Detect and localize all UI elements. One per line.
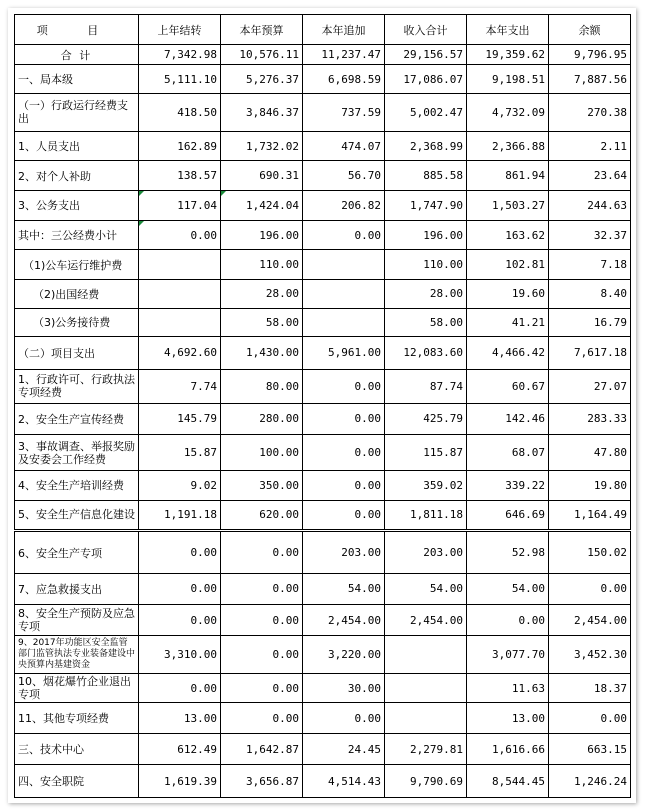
- row-label: （2)出国经费: [15, 279, 139, 308]
- row-value: 861.94: [467, 161, 549, 191]
- table-row: [15, 191, 631, 221]
- row-value: 142.46: [467, 403, 549, 435]
- row-value: 3,452.30: [549, 636, 631, 674]
- header-prev-carry: 上年结转: [139, 15, 221, 45]
- row-label: （二）项目支出: [15, 337, 139, 370]
- row-value: 7.18: [549, 250, 631, 280]
- row-value: 1,503.27: [467, 191, 549, 221]
- row-value: 612.49: [139, 734, 221, 765]
- row-value: 885.58: [385, 161, 467, 191]
- row-value: 4,732.09: [467, 94, 549, 132]
- row-value: 11,237.47: [303, 45, 385, 65]
- table-row: [15, 674, 631, 703]
- row-label: 3、公务支出: [15, 191, 139, 221]
- row-value: 0.00: [303, 435, 385, 471]
- row-value: 115.87: [385, 435, 467, 471]
- row-value: 29,156.57: [385, 45, 467, 65]
- row-value: 7,887.56: [549, 65, 631, 94]
- row-label: 7、应急救援支出: [15, 574, 139, 605]
- row-value: 7,342.98: [139, 45, 221, 65]
- row-value: 47.80: [549, 435, 631, 471]
- row-value: 9,796.95: [549, 45, 631, 65]
- row-value: 1,732.02: [221, 131, 303, 161]
- header-balance: 余额: [549, 15, 631, 45]
- row-value: 56.70: [303, 161, 385, 191]
- table-row: [15, 531, 631, 574]
- table-row: [15, 574, 631, 605]
- row-value: 0.00: [139, 531, 221, 574]
- row-value: [385, 636, 467, 674]
- row-value: 3,077.70: [467, 636, 549, 674]
- row-value: 0.00: [139, 604, 221, 636]
- row-value: 162.89: [139, 131, 221, 161]
- row-value: 0.00: [549, 702, 631, 734]
- row-value: [303, 279, 385, 308]
- budget-table: [14, 14, 631, 798]
- row-value: 270.38: [549, 94, 631, 132]
- row-value: [385, 702, 467, 734]
- row-value: 110.00: [221, 250, 303, 280]
- row-value: 19.80: [549, 470, 631, 500]
- row-value: 27.07: [549, 369, 631, 403]
- row-label: 一、局本级: [15, 65, 139, 94]
- row-value: 60.67: [467, 369, 549, 403]
- row-value: 5,111.10: [139, 65, 221, 94]
- row-value: 206.82: [303, 191, 385, 221]
- row-value: 1,811.18: [385, 500, 467, 531]
- row-value: 110.00: [385, 250, 467, 280]
- row-value: 0.00: [139, 574, 221, 605]
- row-value: [303, 308, 385, 337]
- table-row: [15, 161, 631, 191]
- row-value: 0.00: [221, 604, 303, 636]
- row-value: 0.00: [303, 470, 385, 500]
- row-value: 52.98: [467, 531, 549, 574]
- table-row: [15, 45, 631, 65]
- row-value: 58.00: [385, 308, 467, 337]
- row-value: 0.00: [221, 531, 303, 574]
- row-value: 0.00: [549, 574, 631, 605]
- row-value: 280.00: [221, 403, 303, 435]
- row-label: 合 计: [15, 45, 139, 65]
- row-value: 9,198.51: [467, 65, 549, 94]
- row-value: 196.00: [221, 220, 303, 250]
- row-value: 24.45: [303, 734, 385, 765]
- row-value: 28.00: [385, 279, 467, 308]
- row-value: 0.00: [303, 369, 385, 403]
- row-value: 0.00: [221, 674, 303, 703]
- row-value: 19,359.62: [467, 45, 549, 65]
- row-value: 7.74: [139, 369, 221, 403]
- document-frame: [8, 8, 636, 803]
- row-value: 41.21: [467, 308, 549, 337]
- row-value: 3,310.00: [139, 636, 221, 674]
- row-value: [139, 279, 221, 308]
- row-value: 28.00: [221, 279, 303, 308]
- row-value: 0.00: [467, 604, 549, 636]
- row-label: 10、烟花爆竹企业退出专项: [15, 674, 139, 703]
- row-value: 1,424.04: [221, 191, 303, 221]
- row-value: 30.00: [303, 674, 385, 703]
- row-value: 3,846.37: [221, 94, 303, 132]
- row-value: 0.00: [303, 500, 385, 531]
- row-value: 244.63: [549, 191, 631, 221]
- row-value: 1,619.39: [139, 765, 221, 798]
- row-label: （一）行政运行经费支出: [15, 94, 139, 132]
- table-row: [15, 279, 631, 308]
- row-value: 1,164.49: [549, 500, 631, 531]
- row-value: 350.00: [221, 470, 303, 500]
- table-row: [15, 337, 631, 370]
- row-value: 9.02: [139, 470, 221, 500]
- row-label: 3、事故调查、举报奖励及安委会工作经费: [15, 435, 139, 471]
- row-label: 9、2017年功能区安全监管部门监管执法专业装备建设中央预算内基建资金: [15, 636, 139, 674]
- row-value: 1,747.90: [385, 191, 467, 221]
- row-value: 4,514.43: [303, 765, 385, 798]
- row-label: 5、安全生产信息化建设: [15, 500, 139, 531]
- row-value: 32.37: [549, 220, 631, 250]
- row-value: 359.02: [385, 470, 467, 500]
- row-value: [385, 674, 467, 703]
- row-value: 0.00: [139, 220, 221, 250]
- row-value: 1,191.18: [139, 500, 221, 531]
- row-label: 其中：三公经费小计: [15, 220, 139, 250]
- row-label: （1)公车运行维护费: [15, 250, 139, 280]
- row-value: 17,086.07: [385, 65, 467, 94]
- table-row: [15, 500, 631, 531]
- row-value: 117.04: [139, 191, 221, 221]
- row-label: 三、技术中心: [15, 734, 139, 765]
- row-value: 663.15: [549, 734, 631, 765]
- table-row: [15, 369, 631, 403]
- table-row: [15, 65, 631, 94]
- row-value: 339.22: [467, 470, 549, 500]
- row-value: 2.11: [549, 131, 631, 161]
- row-value: 23.64: [549, 161, 631, 191]
- table-row: [15, 702, 631, 734]
- table-row: [15, 765, 631, 798]
- table-row: [15, 308, 631, 337]
- row-value: 10,576.11: [221, 45, 303, 65]
- row-value: 8,544.45: [467, 765, 549, 798]
- row-label: 1、行政许可、行政执法专项经费: [15, 369, 139, 403]
- row-value: 2,366.88: [467, 131, 549, 161]
- row-value: 0.00: [139, 674, 221, 703]
- row-value: 203.00: [385, 531, 467, 574]
- row-value: 58.00: [221, 308, 303, 337]
- row-value: 0.00: [303, 403, 385, 435]
- row-label: 1、人员支出: [15, 131, 139, 161]
- row-value: 138.57: [139, 161, 221, 191]
- row-value: 15.87: [139, 435, 221, 471]
- row-value: 0.00: [303, 220, 385, 250]
- row-value: 0.00: [221, 574, 303, 605]
- row-label: 2、安全生产宣传经费: [15, 403, 139, 435]
- row-value: 5,002.47: [385, 94, 467, 132]
- row-value: 1,430.00: [221, 337, 303, 370]
- header-row: [15, 15, 631, 45]
- row-value: 2,279.81: [385, 734, 467, 765]
- row-value: 54.00: [303, 574, 385, 605]
- row-value: 1,642.87: [221, 734, 303, 765]
- table-row: [15, 131, 631, 161]
- row-value: 102.81: [467, 250, 549, 280]
- row-value: 203.00: [303, 531, 385, 574]
- row-value: 1,616.66: [467, 734, 549, 765]
- row-value: 2,454.00: [385, 604, 467, 636]
- row-value: 19.60: [467, 279, 549, 308]
- row-value: 13.00: [139, 702, 221, 734]
- row-value: 9,790.69: [385, 765, 467, 798]
- row-value: 646.69: [467, 500, 549, 531]
- table-row: [15, 734, 631, 765]
- row-value: 54.00: [385, 574, 467, 605]
- table-row: [15, 220, 631, 250]
- table-row: [15, 403, 631, 435]
- row-value: 145.79: [139, 403, 221, 435]
- row-value: 11.63: [467, 674, 549, 703]
- row-value: 418.50: [139, 94, 221, 132]
- table-row: [15, 435, 631, 471]
- row-value: 620.00: [221, 500, 303, 531]
- row-value: 163.62: [467, 220, 549, 250]
- row-value: 2,454.00: [303, 604, 385, 636]
- row-value: 1,246.24: [549, 765, 631, 798]
- row-value: 13.00: [467, 702, 549, 734]
- row-value: 425.79: [385, 403, 467, 435]
- row-label: 2、对个人补助: [15, 161, 139, 191]
- header-income-total: 收入合计: [385, 15, 467, 45]
- row-value: 0.00: [303, 702, 385, 734]
- row-label: 11、其他专项经费: [15, 702, 139, 734]
- row-value: 68.07: [467, 435, 549, 471]
- row-value: 690.31: [221, 161, 303, 191]
- row-label: 6、安全生产专项: [15, 531, 139, 574]
- table-row: [15, 94, 631, 132]
- header-added: 本年追加: [303, 15, 385, 45]
- row-value: 283.33: [549, 403, 631, 435]
- row-value: 474.07: [303, 131, 385, 161]
- row-value: 7,617.18: [549, 337, 631, 370]
- row-value: [303, 250, 385, 280]
- row-value: 150.02: [549, 531, 631, 574]
- row-value: 5,961.00: [303, 337, 385, 370]
- row-value: 5,276.37: [221, 65, 303, 94]
- row-value: [139, 308, 221, 337]
- row-value: 0.00: [221, 636, 303, 674]
- row-value: 8.40: [549, 279, 631, 308]
- row-label: （3)公务接待费: [15, 308, 139, 337]
- header-budget: 本年预算: [221, 15, 303, 45]
- row-value: 87.74: [385, 369, 467, 403]
- row-value: 2,454.00: [549, 604, 631, 636]
- row-value: 6,698.59: [303, 65, 385, 94]
- row-value: 2,368.99: [385, 131, 467, 161]
- row-value: 3,656.87: [221, 765, 303, 798]
- header-item: 项 目: [15, 15, 139, 45]
- header-expense: 本年支出: [467, 15, 549, 45]
- table-row: [15, 604, 631, 636]
- row-label: 四、安全职院: [15, 765, 139, 798]
- table-row: [15, 470, 631, 500]
- row-label: 8、安全生产预防及应急专项: [15, 604, 139, 636]
- row-label: 4、安全生产培训经费: [15, 470, 139, 500]
- row-value: 54.00: [467, 574, 549, 605]
- row-value: 196.00: [385, 220, 467, 250]
- row-value: 0.00: [221, 702, 303, 734]
- row-value: 80.00: [221, 369, 303, 403]
- row-value: 18.37: [549, 674, 631, 703]
- table-row: [15, 636, 631, 674]
- row-value: 4,466.42: [467, 337, 549, 370]
- row-value: 16.79: [549, 308, 631, 337]
- row-value: 3,220.00: [303, 636, 385, 674]
- row-value: 737.59: [303, 94, 385, 132]
- row-value: [139, 250, 221, 280]
- row-value: 4,692.60: [139, 337, 221, 370]
- row-value: 100.00: [221, 435, 303, 471]
- row-value: 12,083.60: [385, 337, 467, 370]
- table-row: [15, 250, 631, 280]
- table-body: [15, 45, 631, 798]
